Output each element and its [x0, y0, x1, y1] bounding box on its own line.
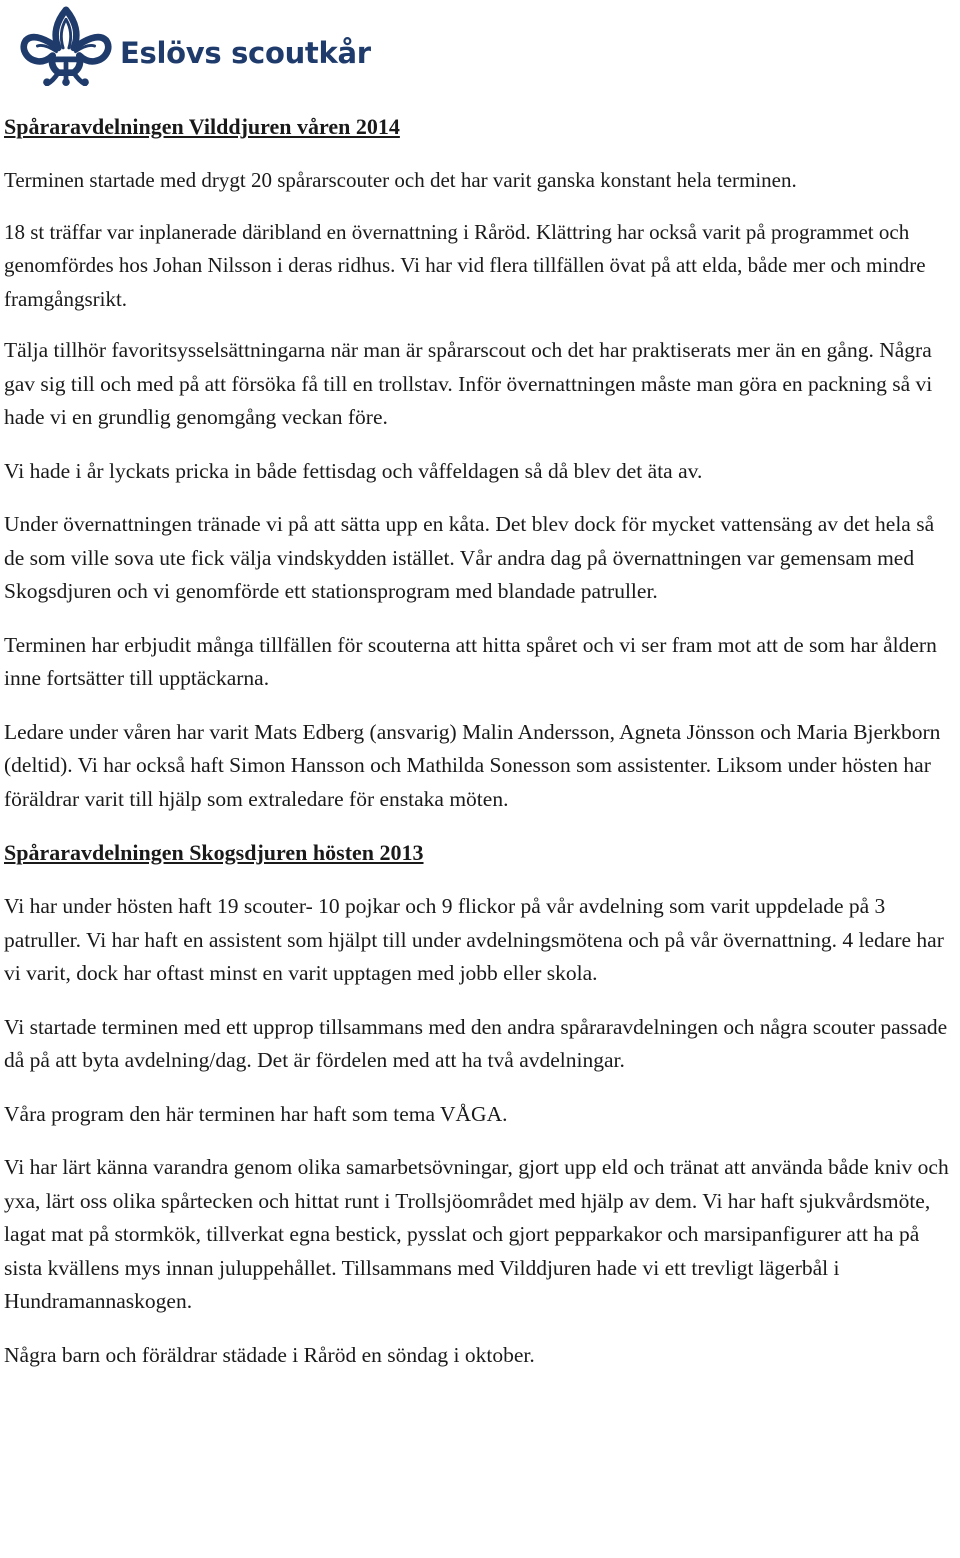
paragraph: Terminen startade med drygt 20 spårarscouter och det har varit ganska konstant hela terminen.	[4, 168, 797, 192]
section-heading-vilddjuren: Spåraravdelningen Vilddjuren våren 2014	[4, 114, 400, 139]
paragraph: Några barn och föräldrar städade i Råröd en söndag i oktober.	[4, 1342, 535, 1367]
paragraph: Vi har lärt känna varandra genom olika samarbetsövningar, gjort upp eld och tränat att använda både kniv och yxa, lärt oss olika spårtecken och hittat runt i Trollsjöområdet med hjälp av dem. Vi har haft sjukvårdsmöte, lagat mat på stormkök, tillverkat egna bestick, pysslat och gjort pepparkakor och marsipanfigurer att ha på sista kvällens mys innan juluppehållet. Tillsammans med Vilddjuren hade vi ett trevligt lägerbål i Hundramannaskogen.	[4, 1155, 949, 1313]
fleur-de-lis-icon	[18, 6, 114, 86]
section-heading-skogsdjuren: Spåraravdelningen Skogsdjuren hösten 2013	[4, 840, 424, 865]
document-header	[0, 0, 960, 90]
paragraph: Ledare under våren har varit Mats Edberg (ansvarig) Malin Andersson, Agneta Jönsson och Maria Bjerkborn (deltid). Vi har också haft Simon Hansson och Mathilda Sonesson som assistenter. Liksom under hösten har föräldrar varit till hjälp som extraledare för enstaka möten.	[4, 719, 941, 811]
brand-name: Eslövs scoutkår	[120, 36, 371, 70]
paragraph: Vi har under hösten haft 19 scouter- 10 pojkar och 9 flickor på vår avdelning som varit uppdelade på 3 patruller. Vi har haft en assistent som hjälpt till under avdelningsmötena och på vår övernattning. 4 ledare har vi varit, dock har oftast minst en varit upptagen med jobb eller skola.	[4, 894, 944, 985]
document-body	[4, 110, 959, 1392]
paragraph: Vi hade i år lyckats pricka in både fettisdag och våffeldagen så då blev det äta av.	[4, 458, 703, 483]
paragraph: Terminen har erbjudit många tillfällen för scouterna att hitta spåret och vi ser fram mot att de som har åldern inne fortsätter till upptäckarna.	[4, 632, 937, 690]
paragraph: Våra program den här terminen har haft som tema VÅGA.	[4, 1101, 508, 1126]
paragraph: Tälja tillhör favoritsysselsättningarna när man är spårarscout och det har praktiserats mer än en gång. Några gav sig till och med på att försöka få till en trollstav. Inför övernattningen måste man göra en packning så vi hade vi en grundlig genomgång veckan före.	[4, 338, 933, 429]
paragraph: Under övernattningen tränade vi på att sätta upp en kåta. Det blev dock för mycket vattensäng av det hela så de som ville sova ute fick välja vindskydden istället. Vår andra dag på övernattningen var gemensam med Skogsdjuren och vi genomförde ett stationsprogram med blandade patruller.	[4, 512, 935, 603]
paragraph: 18 st träffar var inplanerade däribland en övernattning i Råröd. Klättring har också varit på programmet och genomfördes hos Johan Nilsson i deras ridhus. Vi har vid flera tillfällen övat på att elda, både mer och mindre framgångsrikt.	[4, 219, 926, 311]
paragraph: Vi startade terminen med ett upprop tillsammans med den andra spåraravdelningen och några scouter passade då på att byta avdelning/dag. Det är fördelen med att ha två avdelningar.	[4, 1014, 948, 1072]
